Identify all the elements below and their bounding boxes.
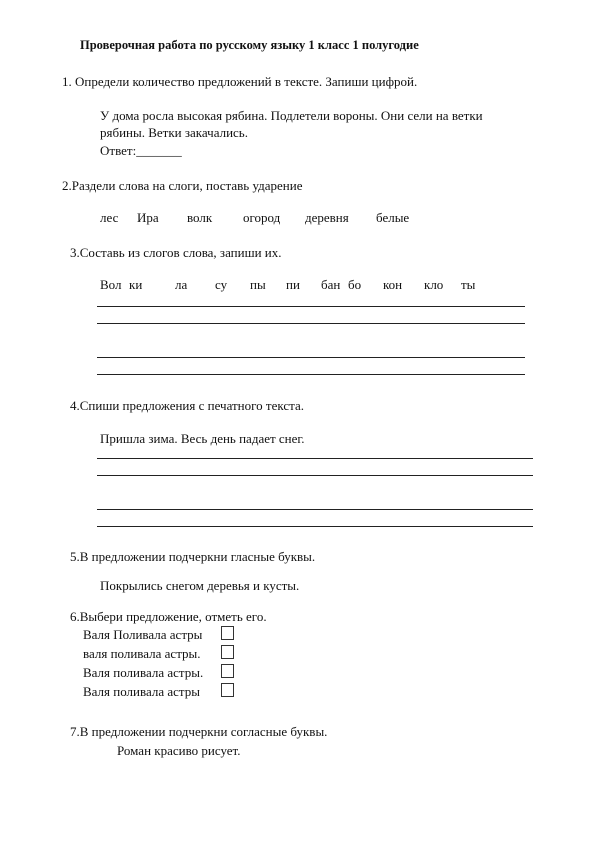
answer-line	[97, 306, 525, 307]
task2-word: огород	[243, 210, 281, 225]
answer-line	[97, 526, 533, 527]
task4-text: Пришла зима. Весь день падает снег.	[100, 431, 305, 446]
task3-syllable: ты	[461, 277, 476, 292]
task6-option-label: Валя поливала астры	[83, 684, 200, 699]
task1-text-line2: рябины. Ветки закачались.	[100, 125, 248, 140]
answer-line	[97, 509, 533, 510]
answer-line	[97, 475, 533, 476]
task6-option-checkbox[interactable]	[221, 645, 234, 659]
task6-option-checkbox[interactable]	[221, 683, 234, 697]
task6-option-checkbox[interactable]	[221, 664, 234, 678]
task3-syllable: кон	[383, 277, 403, 292]
task2-word: Ира	[137, 210, 159, 225]
task1-answer-label: Ответ:_______	[100, 143, 182, 158]
task1-text-line1: У дома росла высокая рябина. Подлетели вороны. Они сели на ветки	[100, 108, 483, 123]
task7-text: Роман красиво рисует.	[117, 743, 241, 758]
page-title: Проверочная работа по русскому языку 1 класс 1 полугодие	[80, 38, 419, 52]
answer-line	[97, 323, 525, 324]
task3-syllable: бо	[348, 277, 362, 292]
task4-question: 4.Спиши предложения с печатного текста.	[70, 398, 304, 413]
task6-option-label: Валя поливала астры.	[83, 665, 204, 680]
task7-question: 7.В предложении подчеркни согласные буквы.	[70, 724, 328, 739]
task2-word: лес	[100, 210, 119, 225]
task2-question: 2.Раздели слова на слоги, поставь ударение	[62, 178, 303, 193]
task2-word: волк	[187, 210, 213, 225]
task3-syllable-row	[0, 277, 595, 293]
task6-option-label: валя поливала астры.	[83, 646, 201, 661]
task3-syllable: пи	[286, 277, 300, 292]
answer-line	[97, 357, 525, 358]
task1-question: 1. Определи количество предложений в тексте. Запиши цифрой.	[62, 74, 418, 89]
task3-syllable: бан	[321, 277, 341, 292]
task6-option-label: Валя Поливала астры	[83, 627, 203, 642]
task3-question: 3.Составь из слогов слова, запиши их.	[70, 245, 282, 260]
task3-syllable: су	[215, 277, 228, 292]
task2-word: белые	[376, 210, 410, 225]
task5-text: Покрылись снегом деревья и кусты.	[100, 578, 300, 593]
answer-line	[97, 458, 533, 459]
task5-question: 5.В предложении подчеркни гласные буквы.	[70, 549, 316, 564]
task2-word-row	[0, 210, 595, 226]
task3-syllable: Вол	[100, 277, 122, 292]
task6-question: 6.Выбери предложение, отметь его.	[70, 609, 267, 624]
answer-line	[97, 374, 525, 375]
task6-option-checkbox[interactable]	[221, 626, 234, 640]
task3-syllable: кло	[424, 277, 444, 292]
task3-syllable: пы	[250, 277, 266, 292]
task2-word: деревня	[305, 210, 349, 225]
task3-syllable: ки	[129, 277, 143, 292]
task3-syllable: ла	[175, 277, 188, 292]
